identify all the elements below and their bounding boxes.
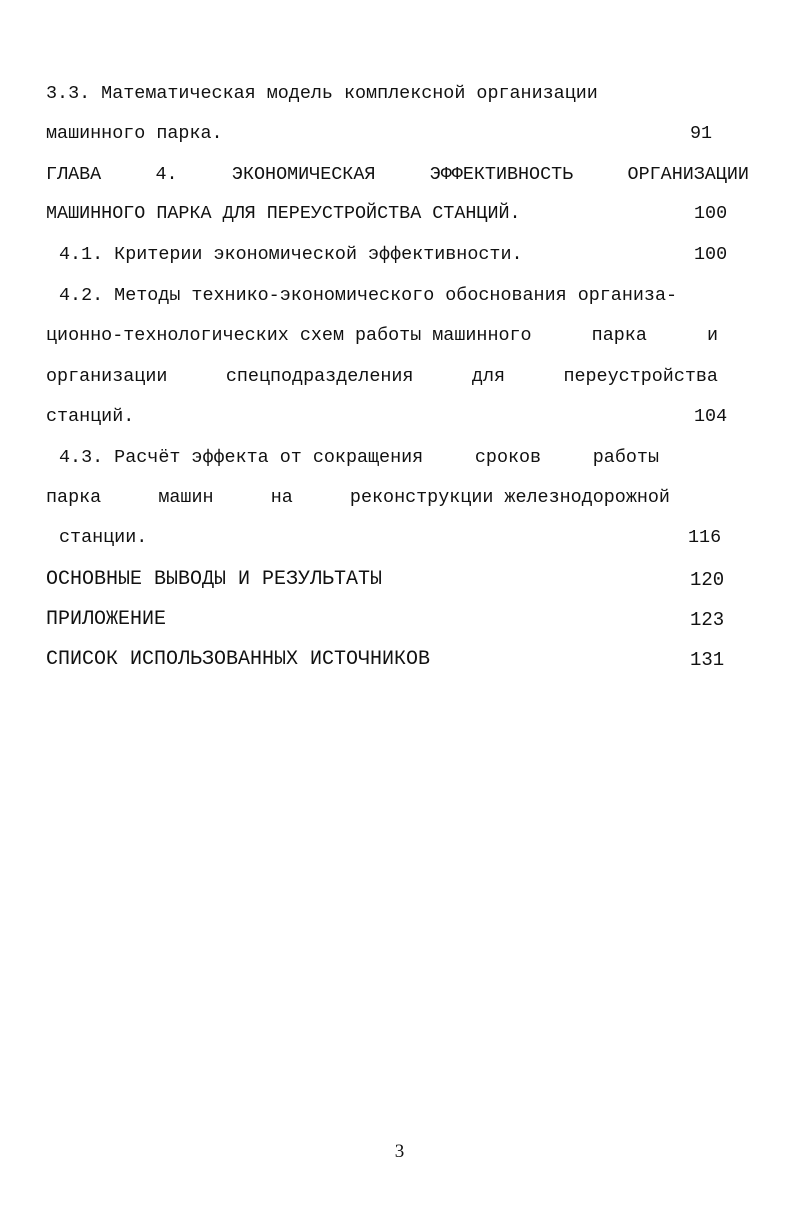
toc-chapter-4-word: ЭКОНОМИЧЕСКАЯ	[231, 164, 376, 185]
toc-entry-4-3-word: парка	[46, 487, 102, 508]
toc-appendix-title: ПРИЛОЖЕНИЕ	[46, 608, 167, 631]
toc-chapter-4-word: ГЛАВА	[46, 164, 102, 185]
toc-entry-4-1-line-1: 4.1. Критерии экономической эффективности.	[59, 244, 523, 265]
toc-chapter-4-line-1	[46, 164, 749, 186]
toc-chapter-4-line-2: МАШИННОГО ПАРКА ДЛЯ ПЕРЕУСТРОЙСТВА СТАНЦИЙ.	[46, 203, 521, 224]
toc-entry-4-2-line-4: станций.	[46, 406, 135, 427]
toc-chapter-4-word: ОРГАНИЗАЦИИ	[627, 164, 749, 185]
toc-entry-4-2-word: для	[471, 366, 506, 387]
toc-chapter-4-page: 100	[694, 203, 728, 224]
toc-entry-4-3-word: на	[270, 487, 293, 508]
toc-entry-4-3-word: сроков	[474, 447, 542, 468]
toc-conclusions-page: 120	[690, 569, 725, 591]
toc-entry-4-2-word: парка	[591, 325, 647, 346]
toc-entry-4-2-word: ционно-технологических схем работы машинного	[46, 325, 532, 346]
toc-entry-4-3-line-3: станции.	[59, 527, 148, 548]
toc-references-page: 131	[690, 649, 725, 671]
toc-appendix-page: 123	[690, 609, 725, 631]
toc-entry-4-2-word: и	[706, 325, 718, 346]
toc-entry-4-2-word: организации	[46, 366, 168, 387]
toc-entry-4-3-word: реконструкции железнодорожной	[349, 487, 670, 508]
toc-entry-4-2-line-1: 4.2. Методы технико-экономического обоснования организа-	[59, 285, 678, 306]
toc-entry-3-3-line-2: машинного парка.	[46, 123, 223, 144]
toc-entry-4-3-word: 4.3. Расчёт эффекта от сокращения	[59, 447, 424, 468]
toc-entry-4-3-word: машин	[158, 487, 214, 508]
toc-entry-4-3-page: 116	[688, 527, 722, 548]
toc-entry-4-2-word: спецподразделения	[225, 366, 414, 387]
toc-entry-4-2-word: переустройства	[563, 366, 718, 387]
toc-chapter-4-word: ЭФФЕКТИВНОСТЬ	[429, 164, 574, 185]
toc-entry-3-3-line-1: 3.3. Математическая модель комплексной организации	[46, 83, 598, 104]
toc-entry-4-2-line-2	[46, 325, 718, 347]
toc-entry-4-3-line-2	[46, 487, 670, 509]
toc-chapter-4-word: 4.	[155, 164, 178, 185]
toc-entry-4-3-line-1	[59, 447, 659, 469]
toc-entry-4-1-page: 100	[694, 244, 728, 265]
toc-entry-3-3-page: 91	[690, 123, 713, 144]
toc-conclusions-title: ОСНОВНЫЕ ВЫВОДЫ И РЕЗУЛЬТАТЫ	[46, 568, 383, 591]
toc-entry-4-3-word: работы	[592, 447, 659, 468]
toc-entry-4-2-page: 104	[694, 406, 728, 427]
page-number: 3	[394, 1141, 405, 1162]
toc-entry-4-2-line-3	[46, 366, 718, 388]
toc-references-title: СПИСОК ИСПОЛЬЗОВАННЫХ ИСТОЧНИКОВ	[46, 648, 431, 671]
